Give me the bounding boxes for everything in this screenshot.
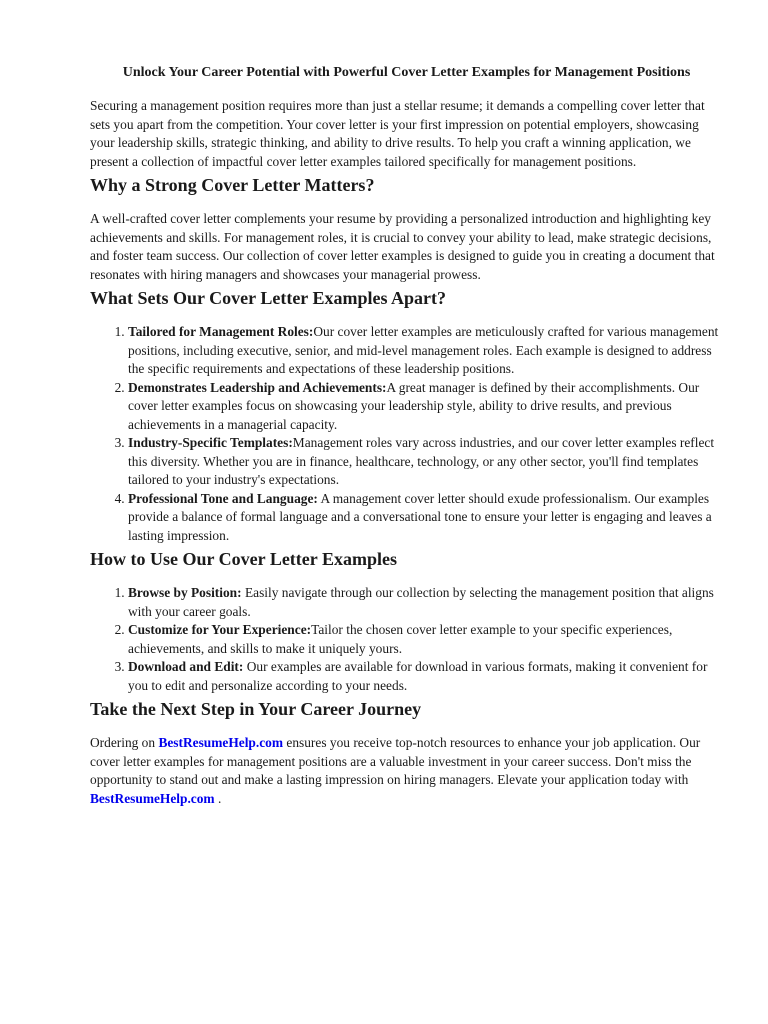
usage-steps-list xyxy=(90,584,723,695)
list-item-text: Easily navigate through our collection by selecting the management position that aligns with your career goals. xyxy=(128,585,714,619)
list-item-text: Our examples are available for download in various formats, making it convenient for you to edit and personalize according to your needs. xyxy=(128,659,708,693)
section-paragraph-why-matters: A well-crafted cover letter complements your resume by providing a personalized introduction and highlighting key achievements and skills. For management roles, it is crucial to convey your ability to lead, make strategic decisions, and foster team success. Our collection of cover letter examples is designed to guide you in creating a document that resonates with hiring managers and showcases your managerial prowess. xyxy=(90,211,715,282)
section-heading-why-matters: Why a Strong Cover Letter Matters? xyxy=(90,175,375,195)
list-item xyxy=(128,434,723,490)
document-title: Unlock Your Career Potential with Powerful Cover Letter Examples for Management Positions xyxy=(122,65,691,80)
section-heading-how-to-use: How to Use Our Cover Letter Examples xyxy=(90,549,397,569)
list-item-label: Browse by Position: xyxy=(128,585,242,600)
list-item-label: Industry-Specific Templates: xyxy=(128,435,293,450)
closing-text-tail: . xyxy=(214,790,222,806)
features-list xyxy=(90,323,723,545)
list-item-text: Tailor the chosen cover letter example to your specific experiences, achievements, and skills to make it uniquely yours. xyxy=(128,622,673,656)
closing-paragraph xyxy=(90,734,723,808)
bestresumehelp-link[interactable]: BestResumeHelp.com xyxy=(158,735,284,750)
list-item-label: Tailored for Management Roles: xyxy=(128,324,314,339)
list-item-label: Professional Tone and Language: xyxy=(128,490,318,506)
list-item xyxy=(128,379,723,435)
list-item-text: Our cover letter examples are meticulously crafted for various management positions, including executive, senior, and mid-level management roles. Each example is designed to address the specific requirements and expectations of these leadership positions. xyxy=(128,324,719,376)
list-item-label: Demonstrates Leadership and Achievements: xyxy=(128,379,387,395)
list-item-label: Customize for Your Experience: xyxy=(128,622,312,637)
intro-paragraph: Securing a management position requires more than just a stellar resume; it demands a compelling cover letter that sets you apart from the competition. Your cover letter is your first impression on potential employers, showcasing your leadership skills, strategic thinking, and ability to drive results. To help you craft a winning application, we present a collection of impactful cover letter examples tailored specifically for management positions. xyxy=(90,98,705,169)
list-item xyxy=(128,584,723,621)
list-item xyxy=(128,490,723,546)
list-item-text: A management cover letter should exude professionalism. Our examples provide a balance of formal language and a conversational tone to ensure your letter is engaging and leaves a lasting impression. xyxy=(128,490,712,543)
list-item-text: Management roles vary across industries, and our cover letter examples reflect this diversity. Whether you are in finance, healthcare, technology, or any other sector, you'll find templates tailored to your industry's expectations. xyxy=(128,435,715,487)
list-item xyxy=(128,323,723,379)
list-item xyxy=(128,658,723,695)
section-heading-next-step: Take the Next Step in Your Career Journey xyxy=(90,699,422,719)
list-item xyxy=(128,621,723,658)
section-heading-what-sets-apart: What Sets Our Cover Letter Examples Apart? xyxy=(90,288,446,308)
closing-text-lead: Ordering on xyxy=(90,735,159,750)
closing-text-middle: ensures you receive top-notch resources to enhance your job application. Our cover letter examples for management positions are a valuable investment in your career success. Don't miss the opportunity to stand out and make a lasting impression on hiring managers. Elevate your application today with xyxy=(90,735,701,787)
bestresumehelp-link[interactable]: BestResumeHelp.com xyxy=(90,790,215,806)
list-item-label: Download and Edit: xyxy=(128,659,244,674)
list-item-text: A great manager is defined by their accomplishments. Our cover letter examples focus on showcasing your leadership style, ability to drive results, and previous achievements in a managerial capacity. xyxy=(128,379,700,432)
